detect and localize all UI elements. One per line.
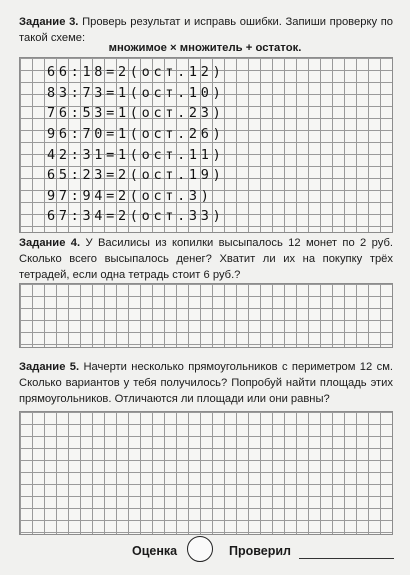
task3-equation-list <box>47 62 224 227</box>
task5-description: Начерти несколько прямоугольников с периметром 12 см. Сколько вариантов у тебя получилось? Попробуй найти площадь этих прямоугольников. Отличаются ли площади или они равны? <box>19 361 393 405</box>
signature-line[interactable] <box>299 558 394 559</box>
score-label: Оценка <box>132 544 178 558</box>
equation: 42:31=1(ост.11) <box>47 146 225 163</box>
checked-label: Проверил <box>229 544 291 558</box>
task3-formula: множимое × множитель + остаток. <box>108 42 302 54</box>
task5-label: Задание 5. <box>19 361 80 373</box>
equation: 65:23=2(ост.19) <box>47 167 225 184</box>
footer <box>0 536 410 566</box>
equation: 96:70=1(ост.26) <box>47 126 225 143</box>
task3-description: Проверь результат и исправь ошибки. Запиши проверку по такой схеме: <box>19 16 393 44</box>
equation: 66:18=2(ост.12) <box>47 64 225 81</box>
score-circle[interactable] <box>187 536 213 562</box>
task5-grid[interactable] <box>19 411 393 535</box>
task4-description: У Василисы из копилки высыпалось 12 монет по 2 руб. Сколько всего высыпалось денег? Хватит ли их на покупку трёх тетрадей, если одна тетрадь стоит 6 руб.? <box>19 237 393 281</box>
task5-text <box>19 359 393 407</box>
task4-label: Задание 4. <box>19 237 81 249</box>
equation: 67:34=2(ост.33) <box>47 208 225 225</box>
equation: 76:53=1(ост.23) <box>47 105 225 122</box>
task4-grid[interactable] <box>19 283 393 348</box>
task4-text <box>19 235 393 283</box>
equation: 97:94=2(ост.3) <box>47 187 213 204</box>
task3-label: Задание 3. <box>19 16 79 28</box>
equation: 83:73=1(ост.10) <box>47 84 225 101</box>
